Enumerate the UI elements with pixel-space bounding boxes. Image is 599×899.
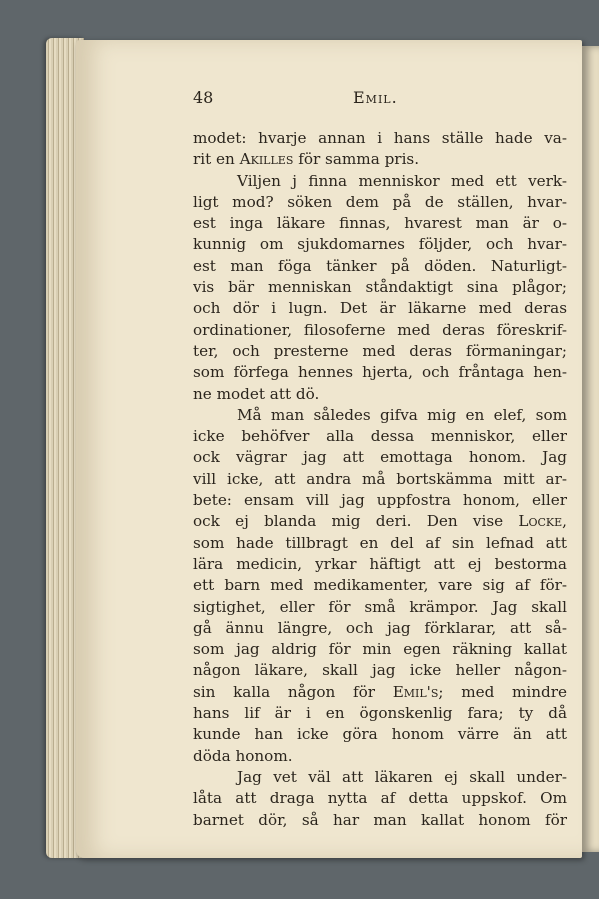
facing-page-edge (582, 46, 599, 852)
page-header (193, 88, 565, 110)
text-line: barnet dör, så har man kallat honom för (193, 810, 567, 829)
text-line: vis bär menniskan ståndaktigt sina plågor; (193, 278, 567, 297)
body-text (193, 128, 567, 831)
text-line: bete: ensam vill jag uppfostra honom, eller (193, 491, 567, 510)
text-line: vill icke, att andra må bortskämma mitt ar- (193, 469, 567, 488)
text-line: låta att draga nytta af detta uppskof. Om (193, 789, 567, 808)
text-line: ock vägrar jag att emottaga honom. Jag (193, 448, 567, 467)
text-line: modet: hvarje annan i hans ställe hade va- (193, 129, 567, 147)
text-line: sigtighet, eller för små krämpor. Jag skall (193, 597, 567, 616)
text-line: ne modet att dö. (193, 384, 320, 403)
text-line: någon läkare, skall jag icke heller någon- (193, 661, 567, 680)
text-line: som jag aldrig för min egen räkning kallat (193, 640, 567, 659)
text-line: rit en Akilles för samma pris. (193, 150, 420, 169)
page-number: 48 (193, 88, 214, 107)
text-line: gå ännu längre, och jag förklarar, att så- (193, 618, 567, 637)
text-line: ock ej blanda mig deri. Den vise Locke, (193, 512, 567, 531)
text-line: Må man således gifva mig en elef, som (237, 405, 567, 424)
small-caps-name: Emil's (392, 682, 439, 701)
text-line: Jag vet väl att läkaren ej skall under- (237, 767, 567, 786)
text-line: Viljen j finna menniskor med ett verk- (237, 171, 567, 190)
text-line: ett barn med medikamenter, vare sig af för- (193, 576, 567, 595)
text-line: kunde han icke göra honom värre än att (193, 725, 567, 744)
small-caps-name: Locke (518, 512, 563, 531)
text-line: lära medicin, yrkar häftigt att ej bestorma (193, 554, 567, 573)
text-line: hans lif är i en ögonskenlig fara; ty då (193, 704, 567, 723)
small-caps-name: Akilles (239, 150, 294, 169)
text-line: som förfega hennes hjerta, och fråntaga hen- (193, 363, 567, 382)
text-line: och dör i lugn. Det är läkarne med deras (193, 299, 567, 318)
text-line: icke behöfver alla dessa menniskor, eller (193, 427, 567, 446)
text-line: est man föga tänker på döden. Naturligt- (193, 256, 567, 275)
text-line: ter, och presterne med deras förmaningar; (193, 341, 567, 360)
text-line: döda honom. (193, 746, 293, 765)
text-line: kunnig om sjukdomarnes följder, och hvar- (193, 235, 567, 254)
text-line: ligt mod? söken dem på de ställen, hvar- (193, 192, 567, 211)
text-line: ordinationer, filosoferne med deras föreskrif- (193, 320, 567, 339)
text-line: som hade tillbragt en del af sin lefnad att (193, 533, 567, 552)
text-line: est inga läkare finnas, hvarest man är o- (193, 214, 567, 233)
text-line: sin kalla någon för Emil's; med mindre (193, 682, 567, 701)
running-title: Emil. (353, 88, 398, 107)
